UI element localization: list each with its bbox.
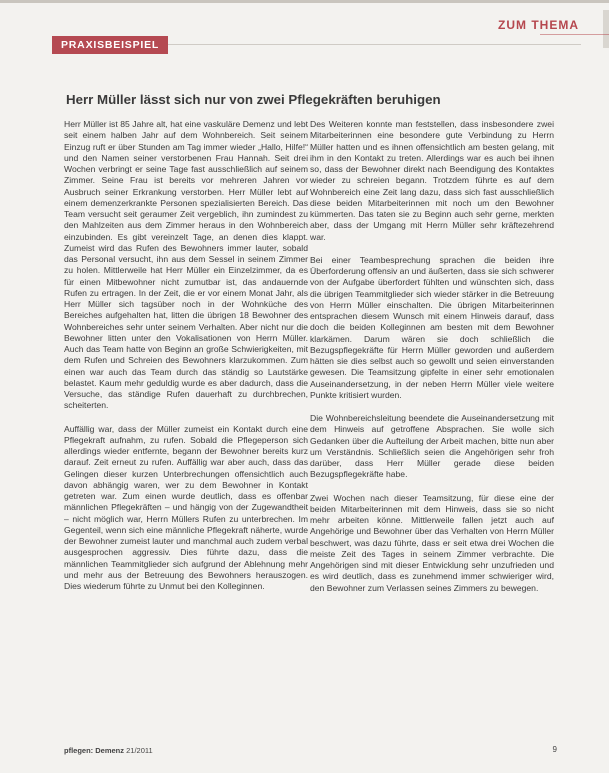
paragraph: Zwei Wochen nach dieser Teamsitzung, für diese eine der beiden Mitarbeiterinnen mit dem Hinweis, dass sie so nicht mehr arbeiten könne. Mittlerweile fallen jetzt auch auf Angehörige und Bewohner über das Verhalten von Herrn Müller beschwert, was dazu führte, dass er seit etwa drei Wochen die meiste Zeit des Tages in seinem Zimmer verbrachte. Die Angehörigen sind mit dieser Entwicklung sehr unzufrieden und es wird deutlich, dass es zunehmend immer schwieriger wird, den Bewohner zum Verlassen seines Zimmers zu bewegen. [310,492,554,593]
paragraph: Bei einer Teambesprechung sprachen die beiden ihre Überforderung offensiv an und äußerten, dass sie sich schwerer von der Aufgabe überfordert fühlten und wünschten sich, dass die übrigen Teammitglieder sich wieder stärker in die Betreuung von Herrn Müller einschalten. Die übrigen Mitarbeiterinnen entsprachen diesem Wunsch mit einem Hinweis darauf, dass doch die beiden Kolleginnen am besten mit dem Bewohner klarkämen. Darum wären sie doch schließlich die Bezugspflegekräfte für Herrn Müller geworden und außerdem hätten sie dies selbst auch so gewollt und seien einverstanden gewesen. Die Teamsitzung gipfelte in einer sehr emotionalen Auseinandersetzung, in der neben Herrn Müller viele weitere Punkte kritisiert wurden. [310,254,554,400]
page-edge-tab [603,10,609,48]
badge-rule [168,44,581,45]
article-column-left [64,119,308,604]
issue-number: 21/2011 [126,746,153,755]
magazine-name: pflegen: Demenz [64,746,125,755]
category-badge: PRAXISBEISPIEL [52,36,168,54]
paragraph: Die Wohnbereichsleitung beendete die Auseinandersetzung mit dem Hinweis auf getroffene Absprachen. Sie wolle sich Gedanken über die Aufteilung der Arbeit machen, bitte nun aber um Verständnis. Schließlich seien die Angehörigen sehr froh darüber, dass Herr Müller gerade diese beiden Bezugspflegekräfte habe. [310,413,554,480]
paragraph: Auffällig war, dass der Müller zumeist ein Kontakt durch eine Pflegekraft aufnahm, zu rufen. Sobald die Pflegeperson sich allerdings wieder entfernte, begann der Bewohner bereits kurz darauf. Zeit erneut zu rufen. Auffällig war aber auch, dass das Gelingen dieser kurzen Unterbrechungen offensichtlich auch davon abhängig waren, wer zu dem Bewohner in Kontakt getreten war. Zum einen wurde deutlich, dass es offenbar männlichen Pflegekräften – und hängig von der Zugewandtheit – nicht möglich war, Herrn Müllers Rufen zu unterbrechen. Im Gegenteil, wenn sich eine männliche Pflegekraft näherte, wurde der Bewohner zumeist lauter und manchmal auch zudem verbal ausgesprochen aggressiv. Dies führte dazu, dass die männlichen Teammitglieder sich aufgrund der Ablehnung mehr und mehr aus der Betreuung des Bewohners herauszogen. Dies wiederum führte zu Unmut bei den Kolleginnen. [64,423,308,591]
footer-magazine [64,746,153,755]
paragraph: Des Weiteren konnte man feststellen, dass insbesondere zwei Mitarbeiterinnen eine besondere gute Verbindung zu Herrn Müller hatten und es ihnen offensichtlich am besten gelang, mit ihm in den Kontakt zu treten. Allerdings war es auch bei ihnen so, dass der Bewohner direkt nach Beendigung des Kontaktes wieder zu schreien begann. Trotzdem führte es auf dem Wohnbereich eine Zeit lang dazu, dass sich fast ausschließlich diese beiden Mitarbeiterinnen mit noch um den Bewohner kümmerten. Das taten sie zu Beginn auch sehr gerne, merkten aber, dass der Umgang mit Herrn Müller sehr kräftezehrend war. [310,119,554,242]
page-number: 9 [552,745,557,754]
article-title: Herr Müller lässt sich nur von zwei Pflegekräften beruhigen [66,92,441,107]
section-rule [540,34,609,35]
top-border [0,0,609,3]
paragraph: Herr Müller ist 85 Jahre alt, hat eine vaskuläre Demenz und lebt seit einem halben Jahr auf dem Wohnbereich. Seit seinem Einzug ruft er über Stunden am Tag immer wieder „Hallo, Hilfe!“ und den Namen seiner verstorbenen Frau Hannah. Seit drei Wochen verbringt er seine Tage fast ausschließlich auf seinem Zimmer. Seine Frau ist bereits vor mehreren Jahren vor Ausbruch seiner Erkrankung verstorben. Herr Müller lebt auf einem demenzerkrankte Personen spezialisierten Bereich. Das Team versucht seit geraumer Zeit vergeblich, ihn zumindest zu den Mahlzeiten aus dem Zimmer heraus in den Wohnbereich einzubinden. Es gibt vereinzelt Tage, an denen dies klappt. Zumeist wird das Rufen des Bewohners immer lauter, sobald das Personal versucht, ihn aus dem Sessel in seinem Zimmer zu holen. Mittlerweile hat Herr Müller ein Einzelzimmer, da es für einen Mitbewohner nicht zumutbar ist, das andauernde Rufen zu ertragen. In der Zeit, die er vor einem Monat Jahr, als Herr Müller sich tagsüber noch in der Wohnküche des Bereiches aufgehalten hat, litten die übrigen 18 Bewohner des Wohnbereiches sehr unter seinem Verhalten. Aber nicht nur die Bewohner litten unter den Vokalisationen von Herrn Müller. Auch das Team hatte von Beginn an große Schwierigkeiten, mit dem Rufen und Schreien des Bewohners klarzukommen. Zum einen war auch das Team durch das ständig so Lautstärke belastet. Kaum mehr geduldig wurde es aber dadurch, dass die Versuche, das ständige Rufen dauerhaft zu durchbrechen, scheiterten. [64,119,308,411]
article-column-right [310,119,554,606]
section-label: ZUM THEMA [498,18,579,32]
